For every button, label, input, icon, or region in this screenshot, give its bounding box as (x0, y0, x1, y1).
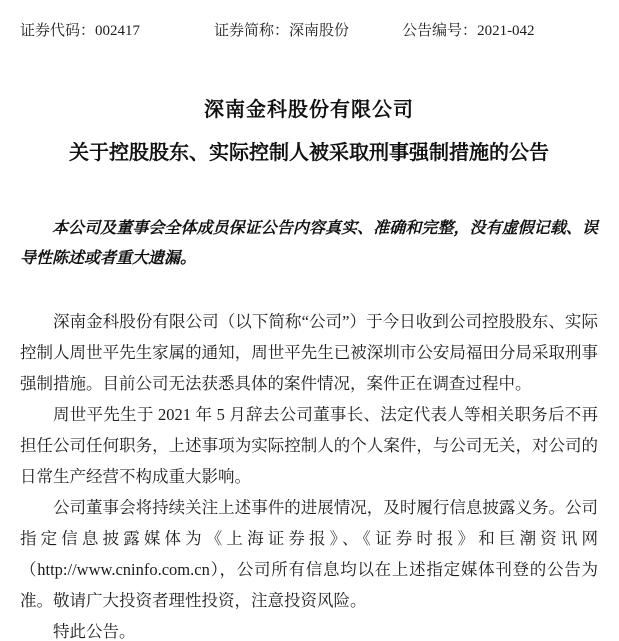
announcement-number-label: 公告编号： (402, 23, 478, 39)
announcement-number (402, 23, 535, 40)
paragraph-case-notice: 深南金科股份有限公司（以下简称“公司”）于今日收到公司控股股东、实际控制人周世平先生家属的通知，周世平先生已被深圳市公安局福田分局采取刑事强制措施。目前公司无法获悉具体的案件情况，案件正在调查过程中。 (20, 312, 598, 393)
stock-code-value: 002417 (95, 23, 141, 39)
company-title: 深南金科股份有限公司 (204, 99, 414, 121)
stock-name-label: 证券简称： (214, 23, 290, 39)
doc-header (20, 23, 598, 40)
board-disclaimer: 本公司及董事会全体成员保证公告内容真实、准确和完整，没有虚假记载、误导性陈述或者重大遗漏。 (20, 220, 598, 267)
stock-name-value: 深南股份 (289, 23, 350, 39)
paragraph-disclosure-media: 公司董事会将持续关注上述事件的进展情况，及时履行信息披露义务。公司指定信息披露媒体为《上海证券报》、《证券时报》和巨潮资讯网（http://www.cninfo.com.cn），公司所有信息均以在上述指定媒体刊登的公告为准。敬请广大投资者理性投资，注意投资风险。 (20, 498, 598, 610)
announcement-number-value: 2021-042 (477, 23, 535, 39)
stock-code-label: 证券代码： (20, 23, 96, 39)
paragraph-resignation-impact: 周世平先生于 2021 年 5 月辞去公司董事长、法定代表人等相关职务后不再担任公司任何职务，上述事项为实际控制人的个人案件，与公司无关，对公司的日常生产经营不构成重大影响。 (20, 405, 598, 486)
paragraph-closing: 特此公告。 (53, 622, 136, 641)
announcement-body (20, 306, 598, 641)
stock-code (20, 23, 140, 40)
announcement-subject-title: 关于控股股东、实际控制人被采取刑事强制措施的公告 (69, 142, 549, 164)
stock-name (214, 23, 349, 40)
